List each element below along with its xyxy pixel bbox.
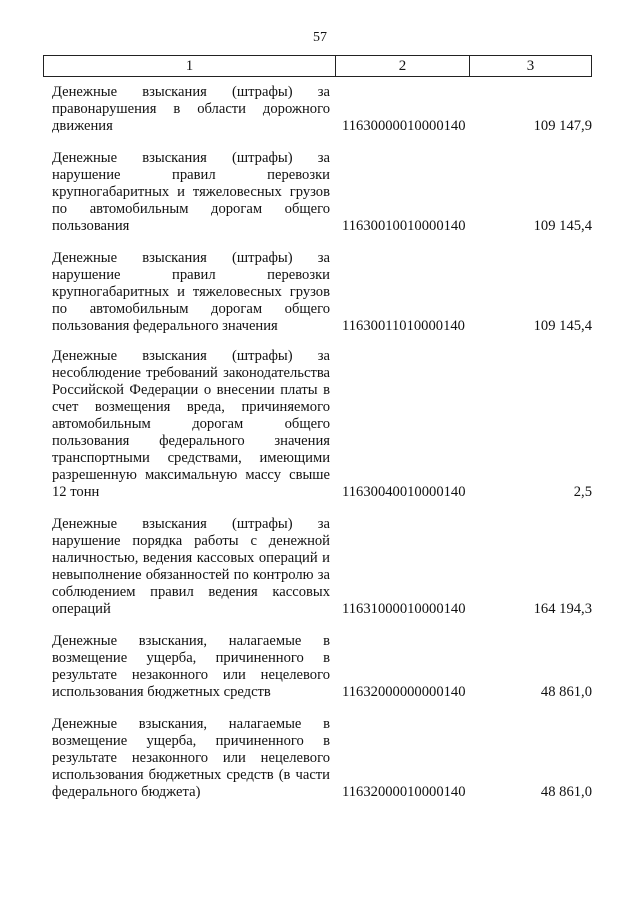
table-row bbox=[52, 633, 592, 701]
row-code: 11630000010000140 bbox=[342, 118, 466, 134]
table-row bbox=[52, 716, 592, 801]
row-code: 11632000010000140 bbox=[342, 784, 466, 800]
table-row bbox=[52, 250, 592, 335]
row-code: 11630040010000140 bbox=[342, 484, 466, 500]
table-row bbox=[52, 150, 592, 235]
table-row bbox=[52, 516, 592, 618]
row-code: 11632000000000140 bbox=[342, 684, 466, 700]
page-number: 57 bbox=[313, 30, 327, 45]
table-row bbox=[52, 84, 592, 135]
row-description: Денежные взыскания (штрафы) за нарушение порядка работы с денежной наличностью, ведения кассовых операций и невыполнение обязанностей по контролю за соблюдением правил ведения кассовых операций bbox=[52, 516, 330, 617]
row-amount: 48 861,0 bbox=[540, 784, 592, 800]
row-description: Денежные взыскания (штрафы) за правонарушения в области дорожного движения bbox=[52, 84, 330, 134]
row-description: Денежные взыскания, налагаемые в возмещение ущерба, причиненного в результате незаконного или нецелевого использования бюджетных средств (в части федерального бюджета) bbox=[52, 716, 330, 800]
row-amount: 48 861,0 bbox=[540, 684, 592, 700]
row-description: Денежные взыскания (штрафы) за нарушение правил перевозки крупногабаритных и тяжеловесных грузов по автомобильным дорогам общего пользования bbox=[52, 150, 330, 234]
table-row bbox=[52, 348, 592, 501]
row-amount: 164 194,3 bbox=[533, 601, 592, 617]
row-code: 11631000010000140 bbox=[342, 601, 466, 617]
column-header-3: 3 bbox=[526, 58, 535, 74]
table-header bbox=[43, 55, 592, 77]
row-amount: 109 145,4 bbox=[533, 318, 592, 334]
column-header-1: 1 bbox=[44, 56, 336, 76]
row-code: 11630010010000140 bbox=[342, 218, 466, 234]
row-amount: 109 147,9 bbox=[533, 118, 592, 134]
row-description: Денежные взыскания (штрафы) за нарушение правил перевозки крупногабаритных и тяжеловесных грузов по автомобильным дорогам общего пользования федерального значения bbox=[52, 250, 330, 334]
row-amount: 2,5 bbox=[573, 484, 592, 500]
row-description: Денежные взыскания (штрафы) за несоблюдение требований законодательства Российской Федерации о внесении платы в счет возмещения вреда, причиняемого автомобильным дорогам общего пользования федерального значения транспортными средствами, имеющими разрешенную максимальную массу свыше 12 тонн bbox=[52, 348, 330, 500]
row-description: Денежные взыскания, налагаемые в возмещение ущерба, причиненного в результате незаконного или нецелевого использования бюджетных средств bbox=[52, 633, 330, 700]
row-amount: 109 145,4 bbox=[533, 218, 592, 234]
row-code: 11630011010000140 bbox=[342, 318, 465, 334]
column-header-2: 2 bbox=[336, 56, 470, 76]
